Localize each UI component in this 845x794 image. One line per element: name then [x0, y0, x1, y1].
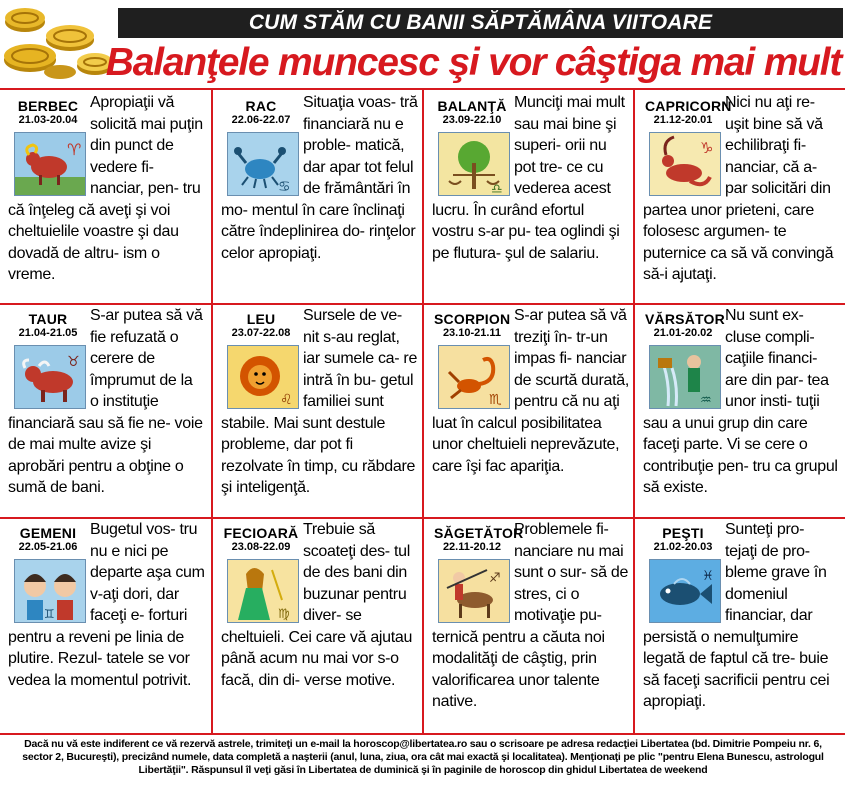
- svg-text:♑: ♑: [700, 139, 714, 157]
- sign-name: SĂGETĂTOR: [434, 525, 524, 541]
- sign-card-berbec: [0, 92, 211, 306]
- sign-card-rac: [213, 92, 424, 306]
- sign-text: S-ar putea să vă treziţi în- tr-un impas fi- nanciar de scurtă durată, pentru că nu aţi luat în calcul posibilitatea unor cheltuieli neprevăzute, care îşi fac apariţia.: [432, 307, 629, 475]
- svg-text:♐: ♐: [489, 571, 501, 586]
- sign-name: RAC: [245, 98, 277, 114]
- sign-text: Situaţia voas- tră financiară nu e proble- matică, dar apar tot felul de frământări în mo- mentul în care înclinaţi către îndeplinirea do- rinţelor celor apropiaţi.: [221, 94, 418, 262]
- sign-dates: 21.01-20.02: [653, 327, 713, 339]
- sign-dates: 22.06-22.07: [231, 114, 291, 126]
- sign-name: GEMENI: [19, 525, 77, 541]
- sign-card-capricorn: [635, 92, 845, 306]
- footer-note: Dacă nu vă este indiferent ce vă rezervă astrele, trimiteţi un e-mail la horoscop@libertatea.ro sau o scrisoare pe adresa redacţiei Libertatea (bd. Dimitrie Pompeiu nr. 6, sector 2, Bucureşti), precizând numele, data completă a naşterii (anul, luna, ziua, ora cât mai exactă şi localitatea). Menţionaţi pe plic "pentru Elena Bunescu, astrologul Libertăţii". Răspunsul îl veţi găsi în Libertatea de duminică şi în paginile de horoscop din ghidul Libertatea de weekend: [22, 738, 824, 776]
- sign-dates: 21.12-20.01: [653, 114, 713, 126]
- sign-name: BERBEC: [17, 98, 79, 114]
- sign-text: Trebuie să scoateţi des- tul de des bani din buzunar pentru diver- se cheltuieli. Cei care vă ajutau până acum nu mai vor s-o facă, din di- verse motive.: [221, 521, 413, 689]
- sign-name: PEŞTI: [662, 525, 704, 541]
- sign-name: CAPRICORN: [645, 98, 732, 114]
- sign-dates: 21.04-21.05: [18, 327, 78, 339]
- sign-text: Bugetul vos- tru nu e nici pe departe aşa cum v-aţi dori, dar faceţi e- forturi pentru a reveni pe linia de plutire. Rezul- tatele se vor vedea la momentul potrivit.: [8, 521, 205, 689]
- sign-name: FECIOARĂ: [223, 525, 299, 541]
- sign-card-pesti: [635, 519, 845, 733]
- sign-dates: 23.09-22.10: [442, 114, 502, 126]
- sign-card-balanta: [424, 92, 635, 306]
- svg-text:♌: ♌: [280, 392, 293, 408]
- svg-text:♉: ♉: [67, 354, 80, 370]
- svg-text:♊: ♊: [44, 607, 55, 621]
- sign-text: Apropiaţii vă solicită mai puţin din punct de vedere fi- nanciar, pen- tru că înţeleg că aveţi şi voi cheltuielile voastre şi dau dovadă de altru- ism o vreme.: [8, 94, 203, 283]
- sign-text: Sursele de ve- nit s-au reglat, iar sumele ca- re intră în bu- getul familiei sunt stabile. Mai sunt destule probleme, dar pot fi rezolvate în timp, cu răbdare şi inteligenţă.: [221, 307, 418, 496]
- sign-card-varsator: [635, 305, 845, 519]
- section-banner: CUM STĂM CU BANII SĂPTĂMÂNA VIITOARE: [118, 8, 843, 38]
- svg-text:♒: ♒: [700, 393, 712, 408]
- sign-card-scorpion: [424, 305, 635, 519]
- horoscope-grid: [0, 88, 845, 735]
- svg-text:♋: ♋: [278, 179, 291, 195]
- sign-name: SCORPION: [434, 311, 511, 327]
- sign-dates: 21.02-20.03: [653, 541, 713, 553]
- sign-dates: 23.07-22.08: [231, 327, 291, 339]
- sign-dates: 22.11-20.12: [442, 541, 502, 553]
- sign-text: Sunteţi pro- tejaţi de pro- bleme grave în domeniul financiar, dar persistă o nemulţumire legată de faptul că tre- buie să faceţi sacrificii pentru cei apropiaţi.: [643, 521, 830, 710]
- sign-dates: 21.03-20.04: [18, 114, 78, 126]
- sign-dates: 22.05-21.06: [18, 541, 78, 553]
- sign-card-gemeni: [0, 519, 211, 733]
- sign-name: VĂRSĂTOR: [645, 311, 725, 327]
- sign-name: TAUR: [28, 311, 68, 327]
- sign-text: Problemele fi- nanciare nu mai sunt o sur- să de stres, ci o motivaţie pu- ternică pentru a căuta noi modalităţi de câştig, prin valorificarea unor talente native.: [432, 521, 629, 710]
- sign-card-fecioara: [213, 519, 424, 733]
- svg-text:♓: ♓: [702, 569, 714, 584]
- grid-divider: [0, 733, 845, 735]
- sign-card-taur: [0, 305, 211, 519]
- sign-text: Munciţi mai mult sau mai bine şi superi- orii nu pot tre- ce cu vederea acest lucru. În curând efortul vostru s-ar pu- tea oglindi şi pe flutura- şul de salariu.: [432, 94, 625, 262]
- svg-text:♎: ♎: [491, 182, 503, 195]
- sign-text: Nu sunt ex- cluse compli- caţiile financi- are din par- tea unor insti- tuţii sau a unui grup din care faceţi parte. Vi se cere o contribuţie pen- tru ca grupul să existe.: [643, 307, 838, 496]
- sign-text: S-ar putea să vă fie refuzată o cerere de împrumut de la o instituţie financiară sau să fie ne- voie de mai multe avize şi aprobări pentru a obţine o sumă de bani.: [8, 307, 203, 496]
- sign-dates: 23.08-22.09: [231, 541, 291, 553]
- page-headline: Balanţele muncesc şi vor câştiga mai mult: [105, 41, 842, 84]
- svg-text:♏: ♏: [489, 392, 502, 408]
- sign-name: BALANŢĂ: [437, 98, 507, 114]
- sign-name: LEU: [246, 311, 276, 327]
- sign-text: Nici nu aţi re- uşit bine să vă echilibraţi fi- nanciar, că a- par solicitări din partea unor prieteni, care folosesc argumen- te puternice ca să vă convingă să-i ajutaţi.: [643, 94, 834, 283]
- sign-card-leu: [213, 305, 424, 519]
- sign-card-sagetator: [424, 519, 635, 733]
- sign-dates: 23.10-21.11: [442, 327, 502, 339]
- svg-text:♍: ♍: [278, 607, 290, 622]
- coins-decoration-icon: [0, 0, 118, 82]
- svg-text:♈: ♈: [67, 140, 82, 159]
